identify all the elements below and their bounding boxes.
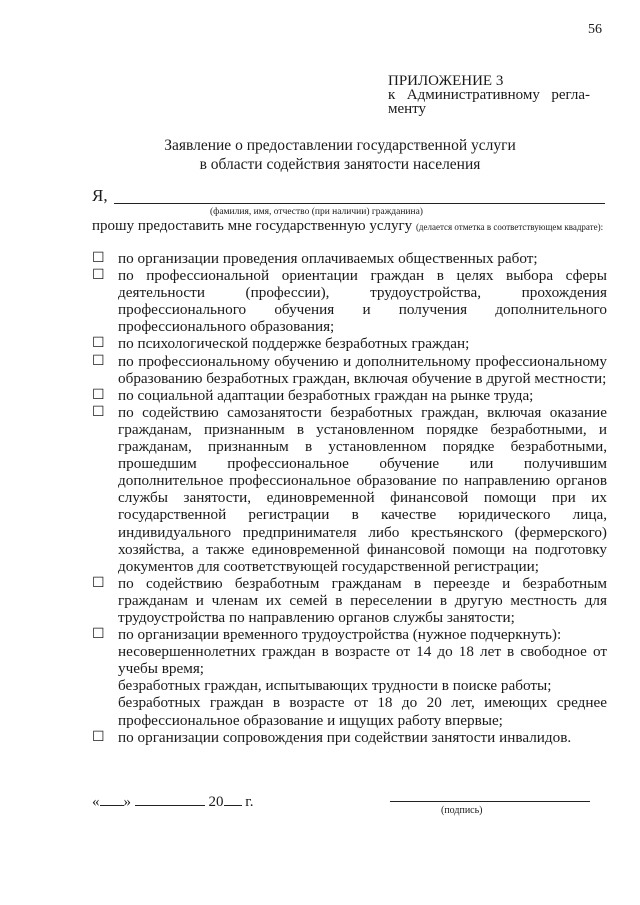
service-option-body <box>118 250 607 267</box>
request-note: (делается отметка в соответствующем квадрате): <box>415 222 604 232</box>
document-title <box>90 136 590 174</box>
service-option <box>92 729 607 746</box>
service-sub-option[interactable]: безработных граждан в возрасте от 18 до 20 лет, имеющих среднее профессиональное образование и ищущих работу впервые; <box>118 694 607 729</box>
service-option <box>92 575 607 626</box>
service-checkbox[interactable]: ☐ <box>92 353 105 369</box>
signature-label: (подпись) <box>441 805 483 816</box>
service-checkbox[interactable]: ☐ <box>92 627 105 643</box>
service-option <box>92 267 607 335</box>
title-line-1: Заявление о предоставлении государственной услуги <box>164 137 516 154</box>
service-option <box>92 387 607 404</box>
date-year-field[interactable] <box>224 792 242 806</box>
date-century: 20 <box>208 794 224 810</box>
service-option-body <box>118 729 607 746</box>
date-month-field[interactable] <box>135 792 205 806</box>
date-open-quote: « <box>92 794 100 810</box>
service-option-body <box>118 335 607 352</box>
service-label: по организации временного трудоустройства (нужное подчеркнуть): <box>118 626 562 644</box>
service-checkbox[interactable]: ☐ <box>92 575 105 591</box>
service-label: по содействию безработным гражданам в переезде и безработным гражданам и членам их семей в переселении в другую местность для трудоустройства по направлению органов службы занятости; <box>118 574 607 626</box>
title-line-2: в области содействия занятости населения <box>199 156 481 173</box>
service-label: по организации сопровождения при содействии занятости инвалидов. <box>118 728 572 746</box>
service-option-body <box>118 404 607 575</box>
applicant-name-field[interactable] <box>114 203 605 204</box>
service-option-body <box>118 353 607 387</box>
request-text: прошу предоставить мне государственную услугу <box>92 218 413 234</box>
service-checkbox[interactable]: ☐ <box>92 336 105 352</box>
service-checkbox[interactable]: ☐ <box>92 251 105 266</box>
service-checkbox[interactable]: ☐ <box>92 404 105 420</box>
service-label: по психологической поддержке безработных граждан; <box>118 335 470 353</box>
service-label: по содействию самозанятости безработных граждан, включая оказание гражданам, признанным в установленном порядке безработными, и гражданам, признанным в установленном порядке безработными, прошедшим профессиональное обучение или получившим дополнительное профессиональное образование по направлению органов службы занятости, единовременной финансовой помощи при их государственной регистрации в качестве юридического лица, индивидуального предпринимателя либо крестьянского (фермерского) хозяйства, а также единовременной финансовой помощи на подготовку документов для соответствующей государственной регистрации; <box>118 403 607 575</box>
services-list <box>92 250 607 746</box>
service-option-body <box>118 626 607 729</box>
service-checkbox[interactable]: ☐ <box>92 387 105 403</box>
applicant-prefix: Я, <box>92 186 108 205</box>
date-year-suffix: г. <box>245 794 254 810</box>
service-checkbox[interactable]: ☐ <box>92 729 105 745</box>
service-checkbox[interactable]: ☐ <box>92 268 105 284</box>
page-number: 56 <box>588 22 602 37</box>
service-label: по социальной адаптации безработных граждан на рынке труда; <box>118 386 534 404</box>
service-sub-option[interactable]: безработных граждан, испытывающих трудности в поиске работы; <box>118 677 552 695</box>
request-statement <box>92 218 607 236</box>
service-option <box>92 626 607 729</box>
appendix-reference-cont: менту <box>388 101 427 117</box>
service-option <box>92 353 607 387</box>
service-label: по профессиональной ориентации граждан в целях выбора сферы деятельности (профессии), трудоустройства, прохождения профессионального обучения и получения дополнительного профессионального образования; <box>118 267 607 336</box>
service-option <box>92 335 607 352</box>
appendix-reference: к Административному регла- <box>388 87 590 103</box>
service-label: по профессиональному обучению и дополнительному профессиональному образованию безработных граждан, включая обучение в другой местности; <box>118 352 607 387</box>
appendix-title: ПРИЛОЖЕНИЕ 3 <box>388 73 504 89</box>
service-option-body <box>118 387 607 404</box>
date-day-field[interactable] <box>100 792 124 806</box>
signature-field[interactable] <box>390 801 590 802</box>
service-option-body <box>118 575 607 626</box>
date-field <box>92 792 253 811</box>
service-label: по организации проведения оплачиваемых общественных работ; <box>118 250 538 267</box>
service-option <box>92 404 607 575</box>
service-option-body <box>118 267 607 335</box>
applicant-name-hint: (фамилия, имя, отчество (при наличии) гражданина) <box>210 207 423 217</box>
date-close-quote: » <box>123 794 131 810</box>
appendix-header <box>388 74 590 116</box>
service-option <box>92 250 607 267</box>
service-sub-option[interactable]: несовершеннолетних граждан в возрасте от 14 до 18 лет в свободное от учебы время; <box>118 643 607 678</box>
